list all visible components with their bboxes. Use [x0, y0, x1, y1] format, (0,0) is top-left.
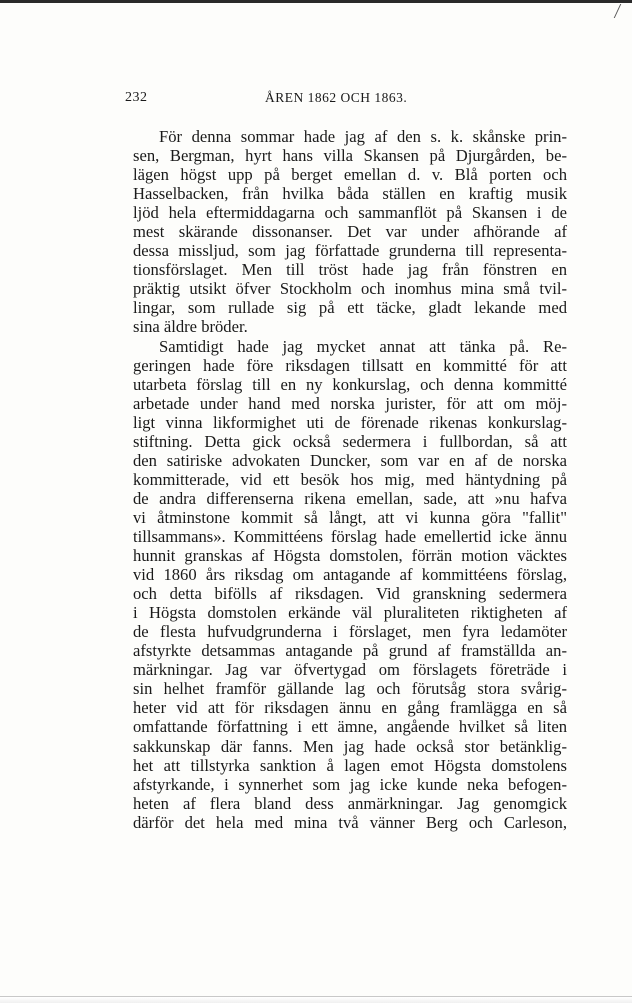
text-line: stiftning. Detta gick också sedermera i fullbordan, så att — [133, 431, 567, 451]
corner-pencil-mark — [606, 4, 622, 18]
text-line: sen, Bergman, hyrt hans villa Skansen på Djurgården, be- — [133, 146, 567, 166]
text-line: sina äldre bröder. — [133, 317, 248, 337]
text-line: het att tillstyrka sanktion å lagen emot Högsta domstolens — [133, 755, 567, 775]
text-line: afstyrkande, i synnerhet som jag icke kunde neka befogen- — [133, 774, 567, 794]
text-line: geringen hade före riksdagen tillsatt en kommitté för att — [133, 355, 567, 375]
text-line: ligt vinna likformighet uti de förenade rikenas konkurslag- — [133, 412, 567, 432]
text-line: Hasselbacken, från hvilka båda ställen en kraftig musik — [133, 184, 567, 204]
text-line: hunnit granskas af Högsta domstolen, förrän motion väcktes — [133, 546, 567, 566]
text-line: omfattande författning i ett ämne, angående hvilket så liten — [133, 717, 567, 737]
text-line: tionsförslaget. Men till tröst hade jag från fönstren en — [133, 260, 567, 280]
text-line: och detta bifölls af riksdagen. Vid granskning sedermera — [133, 584, 567, 604]
running-head: ÅREN 1862 OCH 1863. — [265, 90, 408, 105]
text-line: arbetade under hand med norska jurister, för att om möj- — [133, 393, 567, 413]
paragraph-1 — [133, 127, 567, 337]
text-line: därför det hela med mina två vänner Berg och Carleson, — [133, 812, 567, 832]
top-page-edge — [0, 0, 632, 3]
text-line: heten af flera bland dess anmärkningar. Jag genomgick — [133, 793, 567, 813]
text-line: i Högsta domstolen erkände väl pluraliteten riktigheten af — [133, 603, 567, 623]
text-line: vid 1860 års riksdag om antagande af kommittéens förslag, — [133, 565, 567, 585]
text-line: Samtidigt hade jag mycket annat att tänka på. Re- — [159, 336, 567, 356]
text-line: vi åtminstone kommit så långt, att vi kunna göra "fallit" — [133, 507, 567, 527]
page-number: 232 — [125, 90, 148, 105]
text-line: märkningar. Jag var öfvertygad om förslagets företräde i — [133, 660, 567, 680]
text-line: de andra differenserna rikena emellan, sade, att »nu hafva — [133, 488, 567, 508]
text-line: heter vid att för riksdagen ännu en gång framlägga en så — [133, 698, 567, 718]
text-line: präktig utsikt öfver Stockholm och inomhus mina små tvil- — [133, 279, 567, 299]
text-line: dessa missljud, som jag författade grunderna till representa- — [133, 241, 567, 261]
text-line: de flesta hufvudgrunderna i förslaget, men fyra ledamöter — [133, 622, 567, 642]
text-line: afstyrkte detsammas antagande på grund af framställda an- — [133, 641, 567, 661]
text-line: sin helhet framför gällande lag och förutsåg stora svårig- — [133, 679, 567, 699]
text-line: ljöd hela eftermiddagarna och sammanflöt på Skansen i de — [133, 203, 567, 223]
text-line: kommitterade, vid ett besök hos mig, med häntydning på — [133, 469, 567, 489]
text-line: lägen högst upp på berget emellan d. v. Blå porten och — [133, 165, 567, 185]
text-line: utarbeta förslag till en ny konkurslag, och denna kommitté — [133, 374, 567, 394]
text-line: sakkunskap där fanns. Men jag hade också stor betänklig- — [133, 736, 567, 756]
page-header — [125, 90, 565, 108]
text-line: tillsammans». Kommittéens förslag hade emellertid icke ännu — [133, 526, 567, 546]
text-line: lingar, som rullade sig på ett täcke, gladt lekande med — [133, 298, 567, 318]
text-line: För denna sommar hade jag af den s. k. skånske prin- — [159, 127, 567, 146]
text-line: mest skärande dissonanser. Det var under afhörande af — [133, 222, 567, 242]
text-line: den satiriske advokaten Duncker, som var en af de norska — [133, 450, 567, 470]
bottom-page-edge — [0, 996, 632, 1003]
body-text — [133, 127, 567, 832]
paragraph-2 — [133, 337, 567, 832]
